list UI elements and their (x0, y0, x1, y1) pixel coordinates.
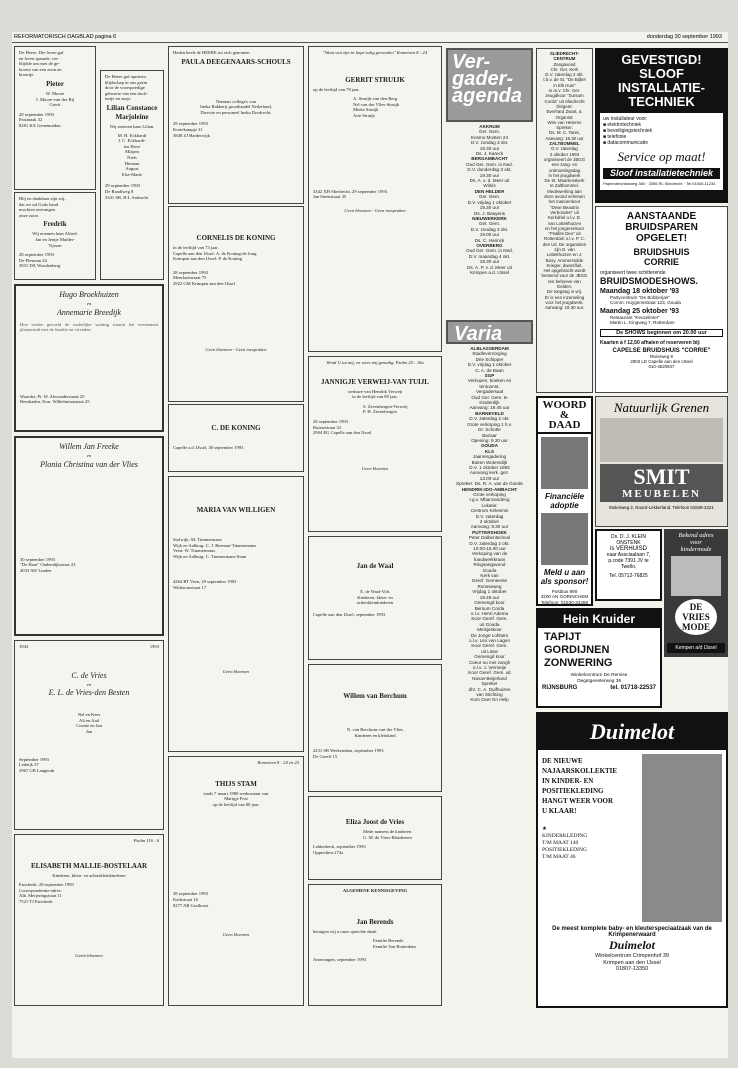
agenda-line: Koor Geref. Gem. uit (468, 670, 511, 676)
anniversary-years: 1943 1993 (19, 644, 159, 649)
agenda-line: den Uil. De organisten (542, 241, 587, 247)
bible-verse: Wend U tot mij, en wees mij genadig. Psalm 25 : 16a (326, 360, 424, 365)
birth-notice-lilian: De Heere gaf opnieuw blijdschap in ons gezin door de voorspoedige geboorte van een doch- tertje en zusje Lilian Constance Marjoleine Wij noemen haar Lilian. M. H. Eckhardt J. C. Eckhardt- ten Hove Mirjam Niels Herman August Else-Marie 29 september 1993 De Raadtweg 8 3341 SB, H.I. Ambacht (100, 70, 164, 280)
agenda-line: handwerkkraan (473, 556, 506, 562)
notice-text: De Heere, Die leven gaf en leven spaarde, ver- blijdde ons met de ge- boorte van een zoon en broertje. (19, 50, 64, 78)
agenda-line: uit Gouda (479, 621, 500, 627)
agenda-line: Aanvang: 19.30 uur. (544, 305, 585, 311)
agenda-line: Verkoping van de (471, 551, 508, 557)
moving-notice-klein: Ds. D. J. KLEIN ONSTENK is VERHUISD naar Assciaalaan 7, p.code 7391 JV te Twello. Tel. 05712-76825 (595, 529, 662, 601)
child-name: Pieter (46, 79, 64, 88)
addresses: Waarder, Pr. W. Alexanderstraat 25 Beesbaden, Kon. Wilhelminastraat 25 (20, 393, 90, 405)
agenda-line: Koor Geref. Gem. (471, 616, 508, 622)
agenda-line: NIEUWERKERK (472, 215, 507, 221)
smit-meubelen-ad: Natuurlijk Grenen SMIT MEUBELEN Molenweg 2, Noord-Lekkerland. Telefoon 01848-2221 (595, 396, 728, 527)
agenda-line: Bersum Corda (474, 605, 505, 611)
notice-place-date: Capelle a.d. IJssel, 30 september 1993 (173, 445, 244, 450)
deceased-name: Jan de Waal (356, 562, 394, 570)
agenda-line: Ger. Gem. (478, 194, 501, 200)
corrie-shows: BRUIDSMODESHOWS. (600, 276, 699, 286)
agenda-line: Buiten Wotersdijk (471, 459, 508, 465)
agenda-line: SGP (484, 373, 495, 379)
wife-name: E. L. de Vries-den Besten (48, 688, 130, 698)
agenda-line: Stadleverzorging (472, 351, 507, 357)
agenda-line: 2 oktober 1993 (549, 151, 580, 157)
agenda-line: Organist: (555, 114, 574, 120)
agenda-line: in het jeugdwerk (548, 172, 581, 178)
child-photo (541, 437, 588, 489)
and-text: en (86, 453, 92, 458)
agenda-line: Koor Geref. Gem. (471, 643, 508, 649)
deceased-name: Willem van Berchum (343, 692, 407, 700)
general-notice-berends: ALGEMENE KENNISGEVING Jan Berends betuigen wij u onze oprechte dank. Familie Berends Familie Van Rotterdam Amerongen, september 1993 (308, 884, 442, 1006)
sloof-headline: GEVESTIGD! SLOOF INSTALLATIE-TECHNIEK (618, 52, 705, 109)
agenda-line: m.m.v. Chr. Ger. (548, 88, 581, 94)
agenda-line: Wilnis (483, 183, 496, 189)
notice-footer: Geen bloemen - Geen toespraken (205, 346, 267, 352)
deceased-name: THIJS STAM (215, 779, 257, 788)
bride-name: Plonia Christina van der Vlies (40, 459, 138, 469)
agenda-line: Kerk van (480, 573, 499, 579)
husband-name: C. de Vries (71, 670, 107, 680)
notice-body: Hoe verder gevoeld de ouderlijke woning waarin het evenement plaatsvindt met de familie en vrienden. (20, 321, 158, 333)
agenda-line: Ronsseweg (477, 583, 502, 589)
child-photo-2 (541, 513, 588, 565)
smit-address: Molenweg 2, Noord-Lekkerland. Telefoon 01848-2221 (609, 505, 714, 510)
agenda-line: Oud Ger. Gem. in Ned. (466, 161, 513, 167)
agenda-line: Krimpen a.d. IJssel (469, 269, 510, 275)
deceased-name: JANNIGJE VERWEIJ-VAN TUIJL (321, 377, 429, 386)
agenda-line: Corda" uit Sliedrecht (544, 98, 585, 104)
agenda-line: Aanvang: 19.45 uur (469, 405, 510, 411)
agenda-line: Dr. Schotte (478, 427, 501, 433)
agenda-line: OVERBERG (476, 242, 503, 248)
agenda-line: Gemengd koor (474, 600, 505, 606)
agenda-line: Spreker: (556, 125, 573, 131)
bruidshuis-corrie-ad: AANSTAANDE BRUIDSPAREN OPGELET! BRUIDSHUIS CORRIE organiseert twee schitterende BRUIDSMODESHOWS. Maandag 18 oktober '93 Partycentrum "De Bobberjan" Comm. Huygensstraat 123, Gouda Maandag 25 oktober '93 Restaurant "Keuzelinter" Martin L. Kingweg 7, Rotterdam De SHOWS beginnen om 20.00 uur Kaarten à f 12,50 afhalen of reserveren bij: CAPELSE BRUIDSHUIS "CORRIE" Rivierweg 9 2903 LD Capelle aan den IJssel 010-4520947 (595, 206, 728, 393)
agenda-line: 10.00-15.00 uur (473, 546, 506, 552)
agenda-line: Bosy. Ammerstolde (545, 257, 584, 263)
child-name: Fredrik (43, 220, 67, 229)
parents: Wij noemen haar Lilian. M. H. Eckhardt J. C. Eckhardt- ten Hove Mirjam Niels Herman August Else-Marie (109, 123, 155, 177)
child-photo (671, 556, 721, 596)
deceased-name: Jan Berends (356, 917, 394, 926)
sloof-logo: Sloof installatietechniek (603, 168, 720, 179)
deceased-name: PAULA DEEGENAARS-SCHOULS (181, 57, 291, 66)
agenda-line: ZALTBOMMEL (549, 141, 580, 147)
hein-logo: Hein Kruider (538, 610, 660, 628)
agenda-line: Rotterdam o.l.v. P. C. (543, 236, 586, 242)
agenda-line: Opening: 9.30 uur (471, 437, 508, 443)
agenda-line: van Stichting (476, 692, 503, 697)
agenda-line: DEN HELDER (474, 188, 505, 194)
woord-caption-2: Meld u aan als sponsor! (540, 568, 589, 586)
agenda-line: Ger. Gem. (478, 129, 501, 135)
agenda-line: uit Lisse (481, 648, 498, 654)
sloof-ad (595, 48, 728, 203)
notice-place-date: Amerongen, september 1993 (313, 957, 367, 963)
agenda-line: Vrijdag 1 oktober (472, 589, 507, 595)
agenda-line: Centrum Kelesmin (470, 508, 509, 514)
agenda-line: Spreker: Ds. R. A. van de Goede (456, 481, 523, 487)
agenda-line: ontmoetingsdag (548, 167, 581, 173)
agenda-line: o.l.v. Henri Adema (470, 610, 509, 616)
wedding-notice-broekhuizen (14, 284, 164, 432)
agenda-line: Ger. Gem. (478, 221, 501, 227)
bible-verse: Psalm 116 : 6 (133, 838, 159, 843)
sloof-services: uw installateur voor: ■ elektrotechniek ■ beveiligingstechniek ■ telefonie ■ datacommunicatie Service op maat! Sloof installatietechniek Papendrechtseweg 384 · 3356 RL Sliedrecht · Tel 01840-11234 (600, 113, 723, 190)
deceased-name: Eliza Joost de Vries (345, 818, 405, 826)
obituary-struijk: "Want wat zijn in hope zalig geworden" Romeinen 8 : 24 GERRIT STRUIJK op de leeftijd van 78 jaar. A. Struijk-van den Berg Nel van der Vlies-Struijk Mieke Struijk Arie Struijk 3342 XH Sliedrecht, 29 september 1993 Jan Steenstraat 35 Geen bloemen - Geen toespraken (308, 46, 442, 352)
thanks-de-waal: Jan de Waal E. de Waal-Vols Kinderen, klein- en achterkleinkinderen Capelle aan den IJssel, september 1993 (308, 536, 442, 660)
agenda-line: o.l.v. Leo van Lagen (468, 637, 511, 643)
deceased-name: MARIA VAN WILLIGEN (196, 506, 276, 514)
agenda-line: Lottekhuizen en J. (546, 252, 583, 258)
agenda-line: KLS (484, 448, 495, 454)
agenda-line: Everhard Zwart, a. (546, 109, 583, 115)
agenda-line: BARNEVELD (475, 410, 504, 416)
page-header (12, 32, 728, 43)
agenda-line: dhr. C. A. Duifhuizen (468, 686, 511, 692)
agenda-line: Jaarvergadering (472, 454, 507, 460)
agenda-line: Peter Dalbentschool (468, 535, 511, 541)
notice-date: 28 september 1993 Pastinaak 32 8281 KX Genemuiden (19, 111, 61, 128)
agenda-line: PUTTERSHOEK (472, 529, 507, 535)
agenda-line: zijn D. van (554, 246, 575, 252)
child-photo (642, 754, 722, 922)
agenda-line: De toegang is vrij. (546, 289, 583, 295)
agenda-line: Vergadersaal (475, 389, 504, 395)
agenda-line: Het opgebracht wordt (543, 268, 586, 274)
agenda-line: Krieger, dwarsfluit. (546, 262, 583, 268)
agenda-line: D.V. zondag 3 okt. (470, 226, 509, 232)
obituary-deegenaars: Heden heeft de HEERE tot zich genomen PAULA DEEGENAARS-SCHOULS Namens collega's van Ineka Bakkerij groothandel Nederland, Directie en personeel Ineka Dordrecht. 29 september 1993 Kortekampje 21 3848 ZJ Harderwijk (168, 46, 304, 204)
agenda-line: Nieuw-Beijerland (472, 675, 507, 681)
agenda-line: SLIEDRECHT- (549, 51, 580, 56)
corrie-headline: AANSTAANDE BRUIDSPAREN OPGELET! (625, 211, 698, 244)
agenda-line: 19.30 uur (479, 172, 500, 178)
agenda-line: 2 oktober (479, 519, 500, 524)
agenda-line: o.l.v. J. Vermeije (472, 664, 507, 670)
notice-place-date: Capelle aan den IJssel, september 1993 (313, 611, 386, 617)
agenda-line: Er is een inzameling (544, 294, 585, 300)
agenda-line: Geref. Gemeente (471, 578, 508, 584)
addresses: 30 september 1993 "De Haar" Oudendijkstraat 23 4033 AW Linden (20, 556, 76, 573)
agenda-line: 19.00 uur (479, 232, 500, 238)
sloof-address: Papendrechtseweg 384 · 3356 RL Sliedrecht · Tel 01840-11234 (603, 181, 716, 186)
agenda-line: een zang- en (551, 162, 578, 168)
vergader-agenda-logo: Ver-gader-agenda (446, 48, 533, 122)
duimelot-logo: Duimelot (538, 714, 726, 750)
agenda-line: t.b.v. de St. "De Bijbel (543, 77, 586, 83)
notice-footer: Geen bloemen - Geen toespraken (344, 207, 406, 213)
agenda-line: 18.30 uur (479, 145, 500, 151)
anniversary-notice-de-vries: 1943 1993 C. de Vries en E. L. de Vries-den Besten Nel en Kees Ali en Aad Coenie en Jan Jan September 1993 Ledeijk 37 2967 GB Langerak (14, 640, 164, 830)
obituary-verweij: Wend U tot mij, en wees mij genadig. Psalm 25 : 16a JANNIGJE VERWEIJ-VAN TUIJL weduwe van Hendrik Verweij in de leeftijd van 89 jaar. S. Zevenbergen-Verweij P. H. Zevenbergen 28 september 1993 Ruissestraat 33 2904 EG Capelle aan den IJssel Geen bloemen (308, 356, 442, 532)
birth-notice-pieter (14, 46, 96, 190)
agenda-line: Gelden. (556, 284, 573, 290)
child-name: Lilian Constance Marjoleine (106, 103, 158, 121)
agenda-line: Kerkdriel o.l.v. D. (547, 215, 582, 221)
de-vries-location: Kempen a/d IJssel (667, 643, 725, 653)
agenda-line: deze avond verlenen (544, 194, 585, 200)
agenda-line: 13.00 uur (479, 475, 500, 481)
obituary-c-de-koning (168, 404, 304, 472)
furniture-photo (600, 418, 723, 462)
agenda-line: "Dese Beautrix (549, 204, 580, 210)
agenda-line: "Psallite Deo" uit (548, 231, 581, 237)
hein-services: TAPIJT GORDIJNEN ZONWERING (544, 631, 613, 669)
parents: W. Moore J. Moore-van der Bij Gerrit (35, 90, 75, 108)
agenda-line: Grote verkoping 1 h.v. (467, 421, 512, 427)
agenda-line: BERGAMBACHT (471, 156, 508, 162)
agenda-line: D.V. maandag 4 okt. (468, 253, 511, 259)
obituary-de-koning: CORNELIS DE KONING in de leeftijd van 73 jaar. Capelle aan den IJssel: A. de Koning-de Jong Krimpen aan den IJssel: P. de Koning 28 september 1993 Meerkoetstraat 75 2922 GM Krimpen aan den IJssel Geen bloemen - Geen toespraken (168, 206, 304, 402)
duimelot-slogan: De meest komplete baby- en kleuterspeciaalzaak van de Krimpenerwaard (552, 926, 712, 938)
agenda-line: Ds. J. Baayens (474, 210, 505, 216)
notice-footer: Gezin bloemen (75, 952, 103, 958)
duimelot-sizes: ★ KINDERKLEDING T/M MAAT 140 POSITIEKLEDING T/M MAAT 46 (542, 826, 588, 860)
agenda-line: Gouda (482, 567, 497, 573)
agenda-line: en het jongerenkoor (544, 225, 585, 231)
agenda-line: C. A. de Baan (475, 367, 504, 373)
agenda-line: De Jonge Lofstem (470, 632, 509, 638)
woord-en-daad-ad: WOORD & DAAD Financiële adoptie Meld u aan als sponsor! Postbus 990 4200 AN GORINCHEM Telefoon: 01830-24288 (536, 396, 593, 606)
obituary-stam: Romeinen 8 : 24 en 25 THIJS STAM sinds 7 maart 1980 weduwnaar van Marigje Post op de leeftijd van 80 jaar. 28 september 1993 Kerkstraat 16 8277 AB Grafhorst Geen bloemen (168, 756, 304, 1006)
agenda-line: D.V. zaterdag 2 okt. (469, 416, 510, 422)
agenda-line: Aanvang: 9.30 uur (470, 524, 509, 530)
agenda-line: Ds. J. Kareck (475, 151, 504, 157)
agenda-line: Aanvang: 19.30 uur (545, 135, 584, 141)
deceased-name: GERRIT STRUIJK (345, 75, 405, 84)
agenda-line: Zangavond (553, 61, 576, 67)
header-left: REFORMATORISCH DAGBLAD pagina 6 (14, 34, 117, 40)
agenda-line: Ringsangavond (473, 562, 506, 568)
agenda-line: D.V. donderdag 3 okt. (467, 167, 512, 173)
notice-lead: Heden heeft de HEERE tot zich genomen (173, 50, 250, 55)
agenda-line: ten behoeve van (548, 278, 581, 284)
smit-headline: Natuurlijk Grenen (613, 400, 710, 415)
agenda-line: Ds. A. P. v. d. Meer uit (467, 264, 512, 270)
church-events (536, 48, 593, 393)
agenda-line: Coeur ou mei zangh (468, 659, 511, 665)
woord-daad-logo: WOORD & DAAD (538, 398, 591, 434)
agenda-line: AKKRUM (479, 124, 500, 129)
birth-notice-fredrik: Blij en dankbaar zijn wij, dat we uit Gods hand mochten ontvangen onze zoon Fredrik Wij noemen hem Alfred. Jan en Jentje Mulder- Tijssen 28 september 1993 De Plesman 24 3931 DX Woudenberg (14, 192, 96, 280)
agenda-line: HENDRIK-IDO-AMBACHT (461, 486, 518, 492)
agenda-line: Dirigent: (556, 103, 573, 109)
agenda-line: Ds. M. C. Tanis, (549, 130, 580, 136)
children: Nel en Kees Ali en Aad Coenie en Jan Jan (76, 712, 102, 734)
agenda-line: Wim van Heteren (547, 119, 582, 125)
agenda-line: D.V. zaterdag (551, 146, 578, 152)
agenda-line: Verkopen, boeken en (467, 378, 512, 384)
agenda-line: Jeugdkoor "Sursum (545, 93, 584, 99)
deceased-name: CORNELIS DE KONING (196, 234, 276, 242)
agenda-line: van Lottekhuizen (547, 220, 582, 226)
notice-footer: Geen bloemen (222, 668, 250, 674)
agenda-line: Ds. C. Harinck (474, 237, 505, 243)
agenda-list-1 (446, 124, 533, 318)
agenda-line: Kosmo Mosten 24 (470, 134, 509, 140)
de-vries-logo: DE VRIES MODE (675, 599, 717, 635)
de-vries-mode-ad: Bekend adres voor kindermode DE VRIES MODE Kempen a/d IJssel (664, 529, 728, 657)
header-date: donderdag 30 september 1993 (646, 34, 722, 40)
agenda-line: Lokatie: (481, 502, 498, 508)
duimelot-ad: Duimelot DE NIEUWE NAJAARSKOLLEKTIE IN KINDER- EN POSITIEKLEDING HANGT WEER VOOR U KLAAR! ★ KINDERKLEDING T/M MAAT 140 POSITIEKLEDING T/M MAAT 46 De meest komplete baby- en kleuterspeciaalzaak van de Krimpenerwaard Duimelot Winkelcentrum Crimpenhof 39 Krimpen aan den IJssel 01807-13350 (536, 712, 728, 1008)
newspaper-page (12, 32, 728, 1058)
and-text: en (86, 681, 92, 687)
agenda-line: D.V. vrijdag 1 oktober (467, 199, 512, 205)
deceased-name: ELISABETH MALLIE-BOSTELAAR (30, 861, 148, 870)
agenda-line: organiseert de JBGG (543, 156, 586, 162)
obituary-mallie: Psalm 116 : 6 ELISABETH MALLIE-BOSTELAAR Kinderen, klein- en achterkleinkinderen Enschede, 28 september 1993 Correspondentie-adres: Alb. Meijeringstraat 11 7521 TJ Enschede Gezin bloemen (14, 834, 164, 1006)
hein-kruider-ad: Hein Kruider TAPIJT GORDIJNEN ZONWERING Winkelcentrum De Remise Oegstgeesterweg 36 RIJNSBURG tel. 01718-22537 (536, 608, 662, 708)
agenda-line: Drie Schipper (475, 356, 504, 362)
agenda-line: 19.30 uur (479, 205, 500, 211)
agenda-line: t.g.v. Mbanzandeng (469, 497, 510, 503)
agenda-line: CENTRUM (553, 56, 576, 62)
agenda-line: De St. Maartenskerk (544, 178, 585, 184)
deceased-name: C. DE KONING (211, 424, 261, 432)
agenda-line: Gemengd koor (474, 654, 505, 660)
agenda-line: te Zaltbommel. (549, 183, 580, 189)
agenda-line: D.V. zondag 3 okt. (470, 140, 509, 146)
agenda-line: Meisjeskoor (477, 627, 502, 633)
varia-logo: Varia (446, 320, 533, 344)
agenda-line: D.V. 1 oktober 1993 (469, 464, 510, 470)
agenda-line: Chr. Ger. Kerk (550, 66, 579, 72)
agenda-line: Oud Ger. Gem. te (471, 394, 508, 400)
relatives: Kinderen, klein- en achterkleinkinderen (52, 872, 126, 878)
agenda-line: Medewerking aan (547, 188, 582, 194)
agenda-list-2 (446, 346, 533, 986)
obituary-van-willigen: MARIA VAN WILLIGEN Stolwijk: M. Timmermans Wijk en Aalburg: C. J. Beeman-Timmermans Veen: W. Timmermans Wijk en Aalburg: C. Timmermans-Stam 4264 RT Veen, 29 september 1993 Withoornstraat 17 Geen bloemen (168, 476, 304, 752)
sloof-slogan: Service op maat! (617, 149, 706, 164)
agenda-line: D.V. vrijdag 1 oktober (467, 362, 512, 368)
agenda-line: ALBLASSERDAM (470, 346, 509, 351)
agenda-line: Spreker (481, 681, 498, 687)
duimelot-headline: DE NIEUWE NAJAARSKOLLEKTIE IN KINDER- EN POSITIEKLEDING HANGT WEER VOOR U KLAAR! ★ KINDERKLEDING T/M MAAT 140 POSITIEKLEDING T/M MAAT 46 (538, 750, 638, 926)
agenda-line: D.V. zaterdag 2 okt. (545, 72, 584, 78)
woord-caption-1: Financiële adoptie (544, 492, 585, 510)
notice-title: ALGEMENE KENNISGEVING (342, 888, 408, 893)
agenda-line: Kom Over En Help (470, 697, 509, 703)
agenda-line: tentoonst. (479, 383, 500, 389)
notice-footer: Geen bloemen (222, 932, 250, 938)
agenda-line: D.V. zaterdag 2 okt. (469, 540, 510, 546)
wedding-notice-freeke (14, 436, 164, 636)
agenda-line: het mannenkoor (548, 199, 581, 205)
agenda-line: 19.45 uur (479, 594, 500, 600)
agenda-line: Aanvang kerk. gez. (469, 470, 510, 476)
agenda-line: in Elk Huis" (553, 82, 576, 88)
and-text: en (86, 301, 92, 306)
bible-verse: "Want wat zijn in hope zalig geworden" Romeinen 8 : 24 (322, 50, 428, 55)
agenda-line: GOUDA (480, 443, 499, 449)
groom-name: Hugo Broekhuizen (59, 290, 119, 299)
bible-verse: Romeinen 8 : 24 en 25 (257, 760, 299, 765)
agenda-line: 19.30 uur (479, 259, 500, 265)
smit-logo: SMIT (633, 464, 690, 489)
corrie-show-time: De SHOWS beginnen om 20.00 uur (600, 329, 723, 337)
notice-footer: Geen bloemen (361, 465, 389, 471)
thanks-de-vries: Eliza Joost de Vries Mede namens de kinderen G. M. de Vries-Blaisbeeen Lekkerkerk, september 1993 Opperdiest 274a (308, 796, 442, 880)
agenda-line: bestemd voor de JBGG (541, 273, 588, 279)
agenda-line: Verbonden" uit (550, 209, 579, 215)
agenda-line: Grote verkoping (473, 491, 506, 497)
agenda-line: D.V. zaterdag (475, 513, 504, 519)
groom-name: Willem Jan Freeke (59, 442, 119, 451)
agenda-line: Kinderdijk (479, 400, 500, 406)
agenda-line: Bazaar (482, 432, 497, 438)
agenda-line: Oud Ger. Gem. in Ned. (466, 248, 513, 254)
agenda-line: Ds. A. v. d. Meer uit (469, 178, 510, 184)
thanks-van-berchum: Willem van Berchum N. van Berchum-van der Vlies Kinderen en kleinkind 4231 SB Werkendam, september 1993 De Greeff 15 (308, 664, 442, 792)
bride-name: Annemarie Breedijk (57, 307, 121, 317)
agenda-line: voor het jeugdwerk. (545, 299, 584, 305)
